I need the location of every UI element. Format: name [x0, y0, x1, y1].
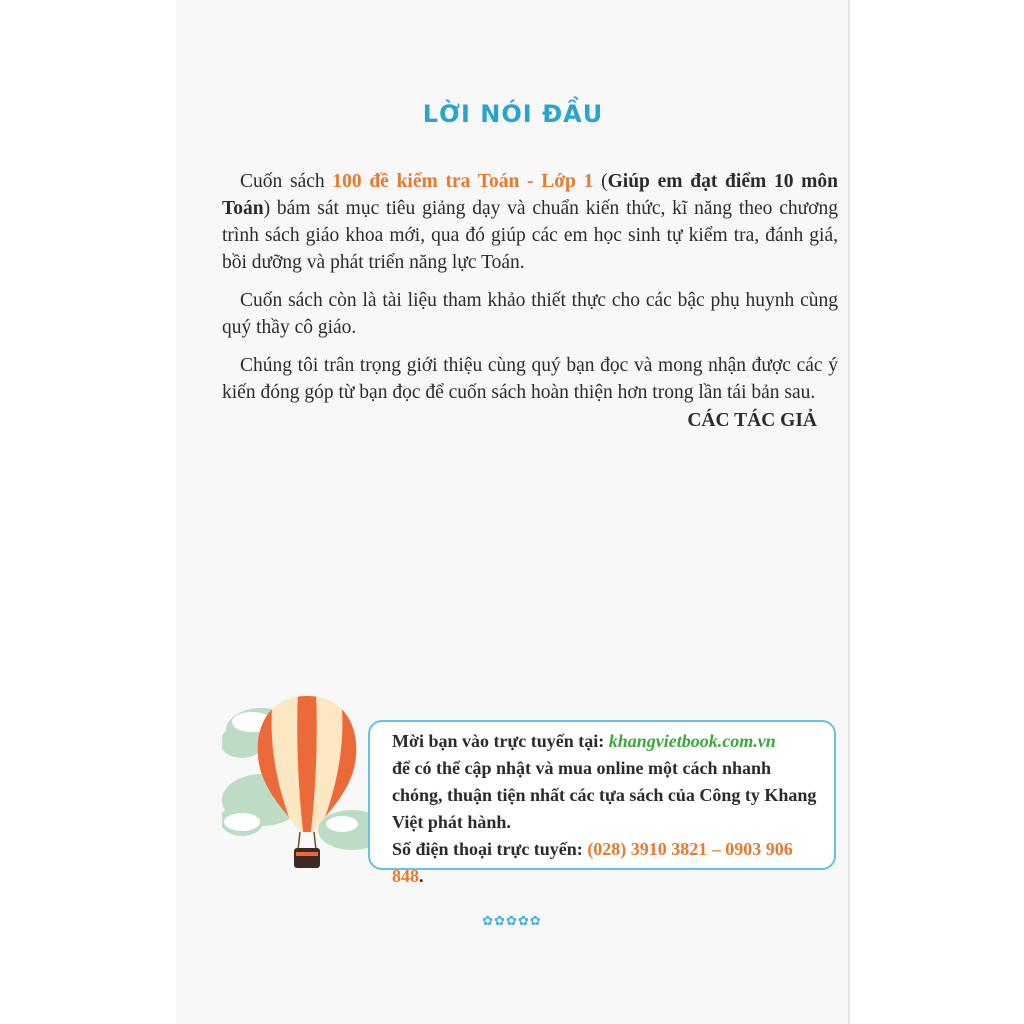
p1-paren: (	[593, 171, 608, 192]
preface-body	[222, 168, 838, 417]
online-info-box	[368, 720, 836, 886]
phone-label: Số điện thoại trực tuyến:	[392, 839, 588, 859]
scan-margin-left	[0, 0, 176, 1024]
hot-air-balloon-illustration	[222, 690, 392, 880]
p1-intro: Cuốn sách	[240, 171, 333, 192]
online-info-text	[392, 728, 826, 890]
page-title: LỜI NÓI ĐẦU	[422, 100, 604, 128]
balloon-icon	[222, 690, 392, 880]
info-description: để có thể cập nhật và mua online một cách nhanh chóng, thuận tiện nhất các tựa sách của Công ty Khang Việt phát hành.	[392, 758, 817, 832]
website-link[interactable]: khangvietbook.com.vn	[608, 731, 776, 751]
preface-paragraph-1	[222, 168, 838, 276]
authors-signature: CÁC TÁC GIẢ	[687, 410, 817, 431]
preface-paragraph-3: Chúng tôi trân trọng giới thiệu cùng quý bạn đọc và mong nhận được các ý kiến đóng góp từ bạn đọc để cuốn sách hoàn thiện hơn trong lần tái bản sau.	[222, 355, 838, 403]
book-title: 100 đề kiểm tra Toán - Lớp 1	[332, 171, 594, 192]
p1-rest: ) bám sát mục tiêu giảng dạy và chuẩn kiến thức, kĩ năng theo chương trình sách giáo khoa mới, qua đó giúp các em học sinh tự kiểm tra, đánh giá, bồi dưỡng và phát triển năng lực Toán.	[222, 198, 838, 273]
scan-margin-right	[850, 0, 1024, 1024]
page-ornament: ✿✿✿✿✿	[482, 914, 542, 929]
preface-paragraph-2: Cuốn sách còn là tài liệu tham khảo thiết thực cho các bậc phụ huynh cùng quý thầy cô giáo.	[222, 290, 838, 338]
book-subtitle: Giúp em đạt điểm 10 môn Toán	[222, 171, 839, 219]
visit-label: Mời bạn vào trực tuyến tại:	[392, 731, 609, 751]
phone-numbers: (028) 3910 3821 – 0903 906 848	[392, 839, 793, 886]
phone-period: .	[419, 866, 424, 886]
